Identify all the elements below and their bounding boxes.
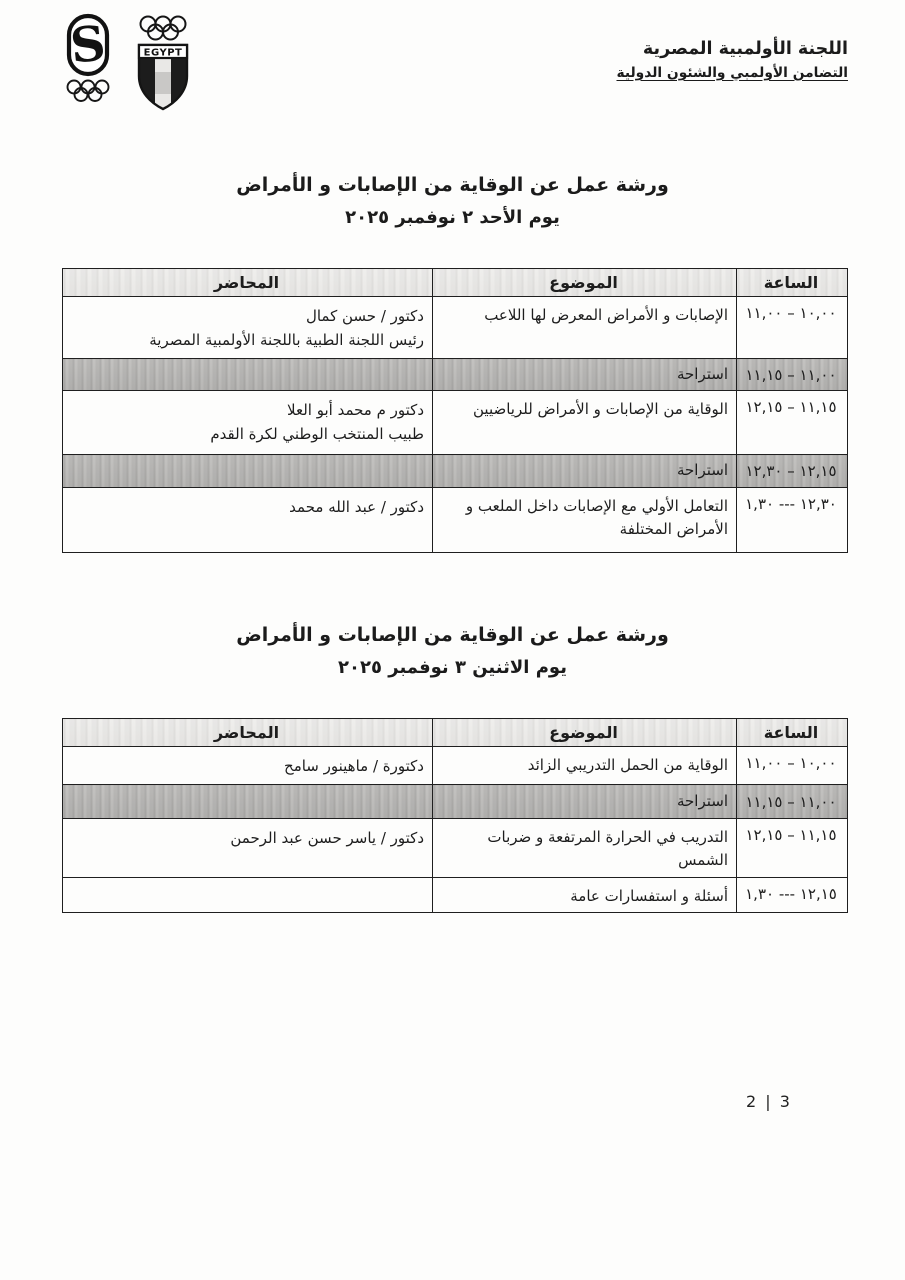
table-row	[63, 819, 848, 878]
olympic-solidarity-logo-svg	[60, 12, 116, 108]
topic-cell: استراحة	[433, 455, 737, 487]
break-row	[63, 455, 848, 487]
column-header-topic: الموضوع	[433, 269, 737, 297]
topic-cell: استراحة	[433, 785, 737, 819]
table-header-row	[63, 269, 848, 297]
topic-cell: الإصابات و الأمراض المعرض لها اللاعب	[433, 297, 737, 359]
topic-cell: التعامل الأولي مع الإصابات داخل الملعب و الأمراض المختلفة	[433, 487, 737, 552]
topic-cell: أسئلة و استفسارات عامة	[433, 877, 737, 912]
time-cell: ١٠,٠٠ – ١١,٠٠	[737, 297, 848, 359]
table-header-row	[63, 719, 848, 747]
egypt-shield-icon	[139, 45, 187, 113]
lecturer-cell	[63, 391, 433, 455]
column-header-topic: الموضوع	[433, 719, 737, 747]
olympic-solidarity-logo	[60, 12, 116, 108]
lecturer-cell	[63, 297, 433, 359]
break-row	[63, 359, 848, 391]
logo-group	[60, 12, 194, 114]
workshop-date: يوم الأحد ٢ نوفمبر ٢٠٢٥	[345, 207, 560, 228]
column-header-time: الساعة	[737, 719, 848, 747]
org-department: التضامن الأولمبي والشئون الدولية	[616, 64, 848, 81]
lecturer-cell	[63, 877, 433, 912]
page-number: 2 | 3	[746, 1092, 792, 1111]
table-row	[63, 487, 848, 552]
lecturer-cell	[63, 747, 433, 785]
break-row	[63, 785, 848, 819]
lecturer-cell	[63, 819, 433, 878]
table-row	[63, 297, 848, 359]
table-row	[63, 391, 848, 455]
column-header-lecturer: المحاضر	[63, 269, 433, 297]
egypt-olympic-logo-svg	[132, 12, 194, 114]
time-cell: ١٢,٣٠ --- ١,٣٠	[737, 487, 848, 552]
lecturer-name: دكتور م محمد أبو العلا	[287, 401, 424, 420]
time-cell: ١١,١٥ – ١٢,١٥	[737, 819, 848, 878]
lecturer-role: رئيس اللجنة الطبية باللجنة الأولمبية المصرية	[149, 331, 424, 349]
time-cell: ١١,١٥ – ١٢,١٥	[737, 391, 848, 455]
lecturer-name: دكتورة / ماهينور سامح	[284, 757, 424, 775]
lecturer-cell	[63, 785, 433, 819]
workshop-date: يوم الاثنين ٣ نوفمبر ٢٠٢٥	[338, 657, 567, 678]
time-cell: ١٢,١٥ – ١٢,٣٠	[737, 455, 848, 487]
schedule-table-day1	[62, 268, 848, 553]
lecturer-name: دكتور / ياسر حسن عبد الرحمن	[230, 829, 424, 847]
lecturer-cell	[63, 455, 433, 487]
topic-cell: الوقاية من الإصابات و الأمراض للرياضيين	[433, 391, 737, 455]
lecturer-role: طبيب المنتخب الوطني لكرة القدم	[210, 425, 424, 444]
schedule-table-day2	[62, 718, 848, 913]
topic-cell: التدريب في الحرارة المرتفعة و ضربات الشمس	[433, 819, 737, 878]
workshop-title: ورشة عمل عن الوقاية من الإصابات و الأمراض	[236, 624, 669, 646]
lecturer-name: دكتور / عبد الله محمد	[289, 497, 424, 516]
solidarity-s-glyph: S	[67, 15, 109, 75]
section-title-day1	[0, 174, 905, 228]
olympic-rings-icon	[68, 81, 109, 102]
topic-cell: الوقاية من الحمل التدريبي الزائد	[433, 747, 737, 785]
olympic-rings-icon	[141, 17, 186, 40]
time-cell: ١٢,١٥ --- ١,٣٠	[737, 877, 848, 912]
time-cell: ١١,٠٠ – ١١,١٥	[737, 359, 848, 391]
column-header-lecturer: المحاضر	[63, 719, 433, 747]
column-header-time: الساعة	[737, 269, 848, 297]
section-title-day2	[0, 624, 905, 678]
topic-cell: استراحة	[433, 359, 737, 391]
lecturer-cell	[63, 487, 433, 552]
org-name: اللجنة الأولمبية المصرية	[642, 39, 848, 59]
time-cell: ١٠,٠٠ – ١١,٠٠	[737, 747, 848, 785]
org-header	[616, 38, 848, 82]
lecturer-name: دكتور / حسن كمال	[305, 307, 424, 325]
workshop-title: ورشة عمل عن الوقاية من الإصابات و الأمراض	[236, 174, 669, 196]
time-cell: ١١,٠٠ – ١١,١٥	[737, 785, 848, 819]
table-row	[63, 877, 848, 912]
egypt-logo-text: EGYPT	[143, 47, 183, 59]
table-row	[63, 747, 848, 785]
lecturer-cell	[63, 359, 433, 391]
egypt-olympic-logo	[132, 12, 194, 114]
